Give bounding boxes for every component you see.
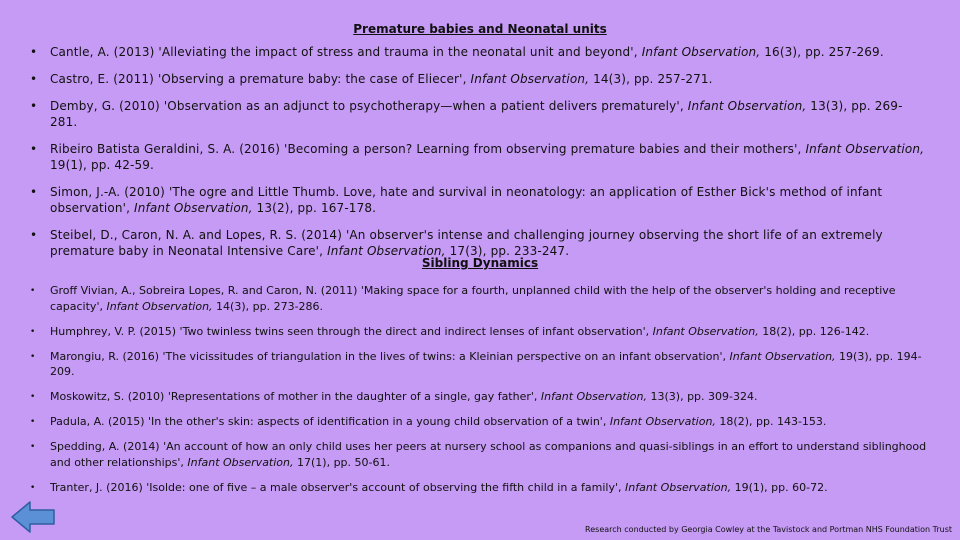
reference-volume-pages: 14(3), pp. 257-271.	[589, 72, 713, 86]
reference-citation: Tranter, J. (2016) 'Isolde: one of five – a male observer's account of observing the fifth child in a family',	[50, 480, 625, 494]
reference-volume-pages: 19(1), pp. 42-59.	[50, 158, 154, 172]
reference-journal: Infant Observation,	[729, 349, 836, 363]
reference-journal: Infant Observation,	[687, 99, 807, 113]
reference-item	[28, 389, 928, 405]
reference-journal: Infant Observation,	[106, 299, 213, 313]
reference-volume-pages: 13(3), pp. 269-281.	[50, 99, 903, 129]
reference-citation: Castro, E. (2011) 'Observing a premature baby: the case of Eliecer',	[50, 72, 471, 86]
reference-citation: Cantle, A. (2013) 'Alleviating the impact of stress and trauma in the neonatal unit and beyond',	[50, 45, 642, 59]
reference-journal: Infant Observation,	[134, 201, 253, 215]
reference-journal: Infant Observation,	[470, 72, 590, 86]
reference-item	[28, 98, 928, 130]
reference-journal: Infant Observation,	[652, 324, 759, 338]
reference-journal: Infant Observation,	[805, 142, 925, 156]
section-title-premature: Premature babies and Neonatal units	[353, 22, 607, 36]
reference-journal: Infant Observation,	[625, 480, 732, 494]
reference-citation: Marongiu, R. (2016) 'The vicissitudes of triangulation in the lives of twins: a Kleinian perspective on an infant observation',	[50, 349, 730, 363]
reference-citation: Ribeiro Batista Geraldini, S. A. (2016) 'Becoming a person? Learning from observing premature babies and their mothers',	[50, 142, 806, 156]
reference-item	[28, 324, 928, 340]
reference-volume-pages: 18(2), pp. 143-153.	[715, 415, 827, 428]
reference-volume-pages: 17(1), pp. 50-61.	[293, 455, 390, 469]
reference-citation: Demby, G. (2010) 'Observation as an adjunct to psychotherapy—when a patient delivers prematurely',	[50, 99, 688, 113]
footer-credit: Research conducted by Georgia Cowley at the Tavistock and Portman NHS Foundation Trust	[585, 525, 952, 534]
reference-citation: Steibel, D., Caron, N. A. and Lopes, R. S. (2014) 'An observer's intense and challenging journey observing the short life of an extremely premature baby in Neonatal Intensive Care',	[50, 228, 883, 258]
reference-item	[28, 349, 928, 380]
reference-item	[28, 184, 928, 216]
reference-volume-pages: 19(1), pp. 60-72.	[731, 480, 828, 494]
reference-volume-pages: 18(2), pp. 126-142.	[758, 324, 870, 338]
reference-volume-pages: 13(3), pp. 309-324.	[647, 390, 758, 403]
reference-item	[28, 414, 928, 430]
reference-item	[28, 71, 928, 87]
reference-journal: Infant Observation,	[327, 244, 446, 258]
reference-citation: Padula, A. (2015) 'In the other's skin: aspects of identification in a young child observation of a twin',	[50, 415, 610, 428]
reference-volume-pages: 19(3), pp. 194-209.	[50, 349, 922, 378]
reference-citation: Humphrey, V. P. (2015) 'Two twinless twins seen through the direct and indirect lenses of infant observation',	[50, 324, 653, 338]
reference-item	[28, 141, 928, 173]
reference-journal: Infant Observation,	[540, 390, 647, 403]
section-title-sibling: Sibling Dynamics	[421, 256, 539, 270]
reference-citation: Spedding, A. (2014) 'An account of how an only child uses her peers at nursery school as companions and quasi-siblings in an effort to understand siblinghood and other relationships',	[50, 440, 927, 469]
reference-journal: Infant Observation,	[641, 45, 761, 59]
reference-list-sibling	[28, 283, 928, 505]
reference-item	[28, 227, 928, 259]
reference-item	[28, 439, 928, 470]
reference-citation: Groff Vivian, A., Sobreira Lopes, R. and Caron, N. (2011) 'Making space for a fourth, unplanned child with the help of the observer's holding and receptive capacity',	[50, 284, 896, 313]
reference-volume-pages: 17(3), pp. 233-247.	[445, 244, 570, 258]
reference-volume-pages: 14(3), pp. 273-286.	[212, 299, 324, 313]
back-arrow-icon[interactable]	[10, 500, 56, 534]
reference-volume-pages: 16(3), pp. 257-269.	[760, 45, 884, 59]
reference-item	[28, 480, 928, 496]
reference-item	[28, 44, 928, 60]
reference-item	[28, 283, 928, 314]
reference-journal: Infant Observation,	[609, 415, 716, 428]
reference-volume-pages: 13(2), pp. 167-178.	[252, 201, 377, 215]
reference-citation: Simon, J.-A. (2010) 'The ogre and Little Thumb. Love, hate and survival in neonatology: an application of Esther Bick's method of infant observation',	[50, 185, 883, 215]
reference-journal: Infant Observation,	[187, 455, 294, 469]
reference-list-premature	[28, 44, 928, 270]
reference-citation: Moskowitz, S. (2010) 'Representations of mother in the daughter of a single, gay father',	[50, 390, 541, 403]
